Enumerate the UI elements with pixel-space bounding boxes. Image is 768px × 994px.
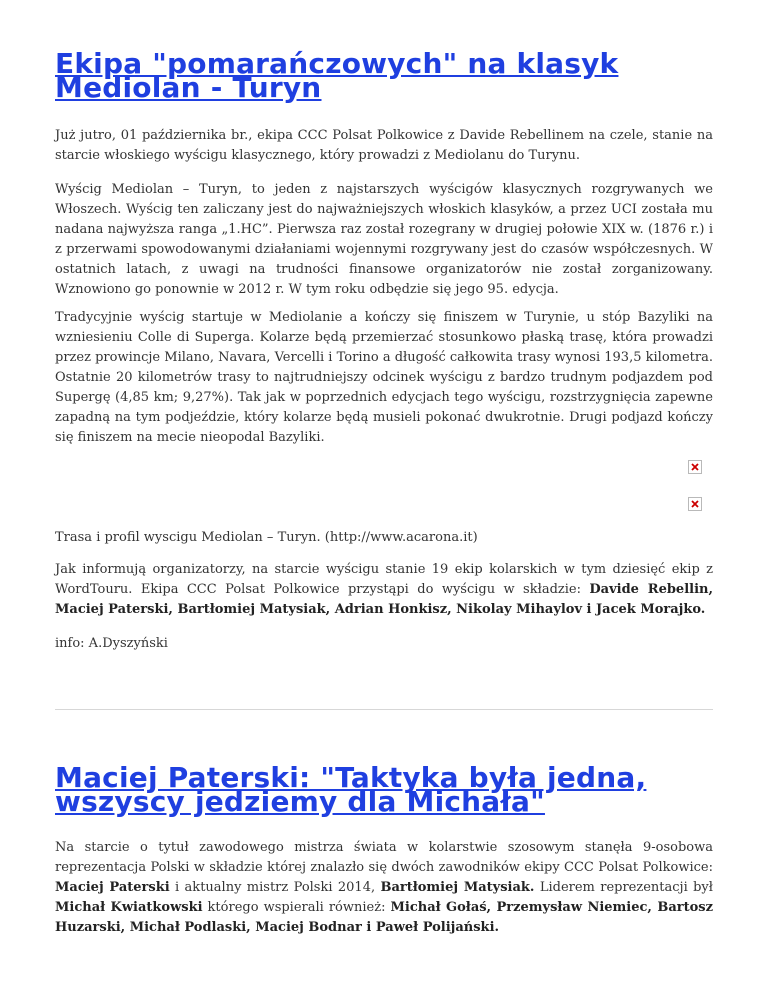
article-1-paragraph-4: [55, 560, 713, 620]
route-image-caption: Trasa i profil wyscigu Mediolan – Turyn. (http://www.acarona.it): [55, 530, 478, 545]
broken-image-icon: [688, 497, 702, 511]
article-1-paragraph-2: Wyścig Mediolan – Turyn, to jeden z najstarszych wyścigów klasycznych rozgrywanych we Włoszech. Wyścig ten zaliczany jest do najważniejszych włoskich klasyków, a przez UCI została mu nadana najwyższa ranga „1.HC”. Pierwsza raz został rozegrany w drugiej połowie XIX w. (1876 r.) i z przerwami spowodowanymi działaniami wojennymi rozgrywany jest do czasów współczesnych. W ostatnich latach, z uwagi na trudności finansowe organizatorów nie został zorganizowany. Wznowiono go ponownie w 2012 r. W tym roku odbędzie się jego 95. edycja.: [55, 182, 713, 297]
broken-image-icon: [688, 460, 702, 474]
lineup-riders: Davide Rebellin, Maciej Paterski, Bartłomiej Matysiak, Adrian Honkisz, Nikolay Mihaylov i Jacek Morajko.: [55, 582, 713, 617]
national-team-riders: Michał Gołaś, Przemysław Niemiec, Bartosz Huzarski, Michał Podlaski, Maciej Bodnar i Paweł Polijański.: [55, 900, 713, 935]
article-separator: [55, 709, 713, 710]
article-2-intro: [55, 838, 713, 938]
article-2-title[interactable]: [55, 761, 695, 818]
article-2-text-e: którego wspierali również:: [202, 900, 391, 915]
article-1-info: info: A.Dyszyński: [55, 636, 168, 651]
rider-kwiatkowski: Michał Kwiatkowski: [55, 900, 203, 915]
article-2-text-a: Na starcie o tytuł zawodowego mistrza świata w kolarstwie szosowym stanęła 9-osobowa reprezentacja Polski w składzie której znalazło się dwóch zawodników ekipy CCC Polsat Polkowice:: [55, 840, 713, 875]
lineup-intro: Jak informują organizatorzy, na starcie wyścigu stanie 19 ekip kolarskich w tym dziesięć ekip z WordTouru. Ekipa CCC Polsat Polkowice przystąpi do wyścigu w składzie:: [55, 562, 713, 597]
rider-paterski: Maciej Paterski: [55, 880, 170, 895]
article-2-title-link[interactable]: Maciej Paterski: "Taktyka była jedna, wszyscy jedziemy dla Michała": [55, 761, 647, 818]
article-1-title-link[interactable]: Ekipa "pomarańczowych" na klasyk Mediolan - Turyn: [55, 47, 619, 104]
article-1-title[interactable]: [55, 47, 695, 104]
rider-matysiak: Bartłomiej Matysiak.: [380, 880, 535, 895]
article-2-text-d: Liderem reprezentacji był: [534, 880, 713, 895]
article-2-text-c: i aktualny mistrz Polski 2014,: [169, 880, 381, 895]
article-1-paragraph-3: Tradycyjnie wyścig startuje w Mediolanie a kończy się finiszem w Turynie, u stóp Bazyliki na wzniesieniu Colle di Superga. Kolarze będą przemierzać stosunkowo płaską trasę, która prowadzi przez prowincje Milano, Navara, Vercelli i Torino a długość całkowita trasy wynosi 193,5 kilometra. Ostatnie 20 kilometrów trasy to najtrudniejszy odcinek wyścigu z bardzo trudnym podjazdem pod Supergę (4,85 km; 9,27%). Tak jak w poprzednich edycjach tego wyścigu, rozstrzygnięcia zapewne zapadną na tym podjeździe, który kolarze będą musieli pokonać dwukrotnie. Drugi podjazd kończy się finiszem na mecie nieopodal Bazyliki.: [55, 310, 713, 445]
article-1-intro: Już jutro, 01 października br., ekipa CCC Polsat Polkowice z Davide Rebellinem na czele, stanie na starcie włoskiego wyścigu klasycznego, który prowadzi z Mediolanu do Turynu.: [55, 128, 713, 163]
